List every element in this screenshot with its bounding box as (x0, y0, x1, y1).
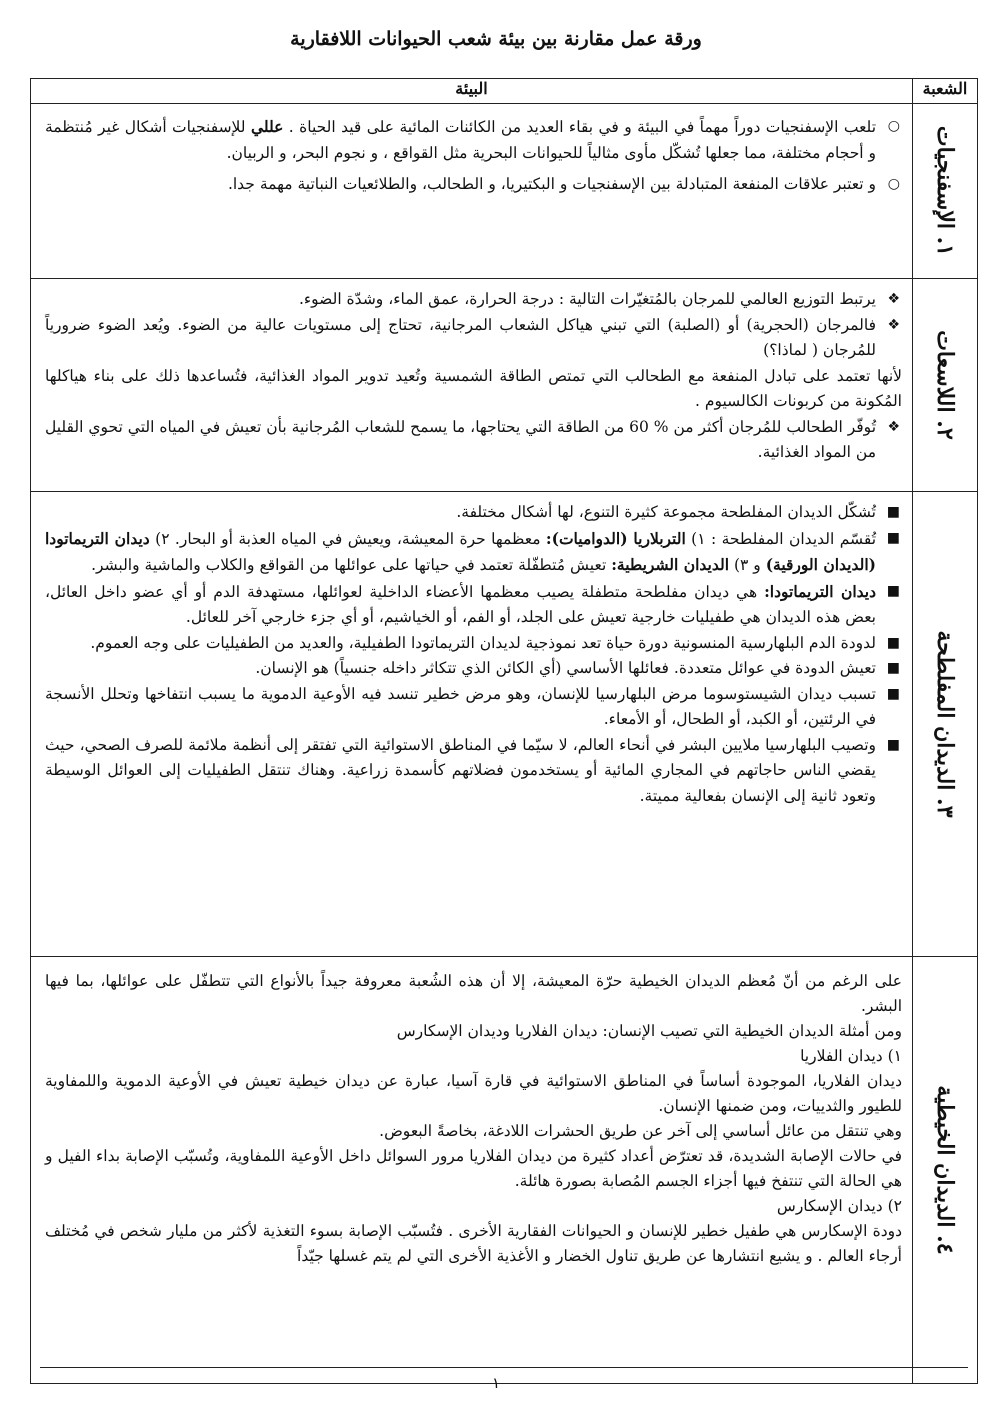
item-bold-text: التربلاريا (الدواميات): (545, 528, 686, 548)
phylum-label-flatworms: ٣. الديدان المفلطحة (932, 630, 958, 818)
table-header-row (31, 79, 978, 104)
item-text: تُقسّم الديدان المفلطحة : ١) (685, 529, 877, 548)
text-line: دودة الإسكارس هي طفيل خطير للإنسان و الحيوانات الفقارية الأخرى . فتُسبّب الإصابة بسوء التغذية لأكثر من مليار شخص في مُختلف أرجاء العالم . و يشيع انتشارها عن طريق تناول الخضار و الأغذية الأخرى التي لم يتم غسلها جيّداً (45, 1222, 902, 1265)
phylum-cell (913, 279, 978, 492)
environment-cell (31, 492, 913, 957)
header-phylum: الشعبة (913, 79, 978, 104)
item-text: و تعتبر علاقات المنفعة المتبادلة بين الإسفنجيات و البكتيريا، و الطحالب، والطلائعيات النباتية مهمة جدا. (227, 175, 876, 193)
table-row (31, 492, 978, 957)
footer-divider (40, 1367, 968, 1368)
list-item (45, 415, 902, 466)
subheading: ١) ديدان الفلاريا (800, 1047, 902, 1065)
item-bold-text: الديدان الشريطية: (611, 555, 730, 574)
item-text: تلعب الإسفنجيات دوراً مهماً في البيئة و في بقاء العديد من الكائنات المائية على قيد الحياة . (283, 118, 877, 136)
list-item (45, 682, 902, 733)
list-item (45, 172, 902, 198)
hollow-circle-bullet-icon: ○ (887, 176, 900, 192)
phylum-label-sponges: ١. الإسفنجيات (932, 125, 958, 257)
list-item (45, 656, 902, 682)
item-list (45, 415, 902, 466)
header-environment: البيئة (31, 79, 913, 104)
list-item (45, 733, 902, 810)
item-bold-text: ديدان التريماتودا: (764, 581, 876, 601)
phylum-cell (913, 957, 978, 1384)
item-text: و ٣) (729, 556, 766, 574)
text-line: وهي تنتقل من عائل أساسي إلى آخر عن طريق الحشرات اللادغة، بخاصةً البعوض. (379, 1122, 902, 1140)
subheading: ٢) ديدان الإسكارس (776, 1197, 902, 1215)
item-list (45, 500, 902, 809)
table-row (31, 279, 978, 492)
text-line: ديدان الفلاريا، الموجودة أساساً في المناطق الاستوائية في قارة آسيا، عبارة عن ديدان خيطية تعيش في الأوعية الدموية واللمفاوية للطيور والثدييات، ومن ضمنها الإنسان. (45, 1072, 902, 1115)
square-bullet-icon: ■ (886, 582, 900, 599)
item-text: وتصيب البلهارسيا ملايين البشر في أنحاء العالم، لا سيّما في المناطق الاستوائية التي تفتقر إلى أنظمة ملائمة للصرف الصحي، حيث يقضي الناس حاجاتهم في المجاري المائية أو يستخدمون فضلاتهم كأسمدة زراعية. وهناك تنتقل الطفيليات إلى العوائل الوسيطة وتعود ثانية إلى الإنسان بفعالية مميتة. (45, 735, 876, 805)
phylum-cell (913, 104, 978, 279)
diamond-bullet-icon: ❖ (887, 291, 900, 307)
comparison-table (30, 78, 978, 1384)
list-item (45, 287, 902, 313)
item-text: تعيش الدودة في عوائل متعددة. فعائلها الأساسي (أي الكائن الذي تتكاثر داخله جنسياً) هو الإنسان. (255, 659, 876, 677)
text-line: على الرغم من أنّ مُعظم الديدان الخيطية حرّة المعيشة، إلا أن هذه الشُعبة معروفة جيداً بالأنواع التي تتطفّل على عوائلها، بما فيها البشر. (45, 972, 902, 1015)
item-text: تسبب ديدان الشيستوسوما مرض البلهارسيا للإنسان، وهو مرض خطير تنسد فيه الأوعية الدموية ما يسبب انتفاخها وتحلل الأنسجة في الرئتين، أو الكبد، أو الطحال، أو الأمعاء. (45, 684, 876, 728)
environment-cell (31, 279, 913, 492)
environment-cell (31, 104, 913, 279)
item-bold-text: عللي (250, 117, 284, 136)
list-item (45, 579, 902, 631)
item-text: للإسفنجيات أشكال غير مُنتظمة و أحجام مختلفة، مما جعلها تُشكّل مأوى مثالياً للحيوانات البحرية مثل القواقع ، و نجوم البحر، و الربيان. (45, 118, 876, 162)
list-item (45, 526, 902, 579)
item-text: لدودة الدم البلهارسية المنسونية دورة حياة تعد نموذجية لديدان التريماتودا الطفيلية، والعديد من الطفيليات على وجه العموم. (90, 633, 876, 652)
answer-paragraph: لأنها تعتمد على تبادل المنفعة مع الطحالب التي تمتص الطاقة الشمسية وتُعيد تدوير المواد الغذائية، فتُساعدها ذلك على بناء هياكلها المُكونة من كربونات الكالسيوم . (45, 366, 902, 410)
item-text: تُشكّل الديدان المفلطحة مجموعة كثيرة التنوع، لها أشكال مختلفة. (456, 503, 876, 521)
hollow-circle-bullet-icon: ○ (887, 118, 900, 134)
item-bold-text: ديدان التريماتودا (الديدان الورقية) (45, 528, 876, 574)
item-text: يرتبط التوزيع العالمي للمرجان بالمُتغيّرات التالية : درجة الحرارة، عمق الماء، وشدّة الضوء. (298, 290, 876, 308)
table-row (31, 104, 978, 279)
page-number: ١ (491, 1374, 501, 1392)
page-title: ورقة عمل مقارنة بين بيئة شعب الحيوانات اللافقارية (290, 28, 702, 50)
phylum-label-cnidarians: ٢. اللاسعات (932, 330, 958, 440)
square-bullet-icon: ■ (886, 685, 900, 702)
phylum-cell (913, 492, 978, 957)
list-item (45, 114, 902, 166)
item-list (45, 114, 902, 198)
square-bullet-icon: ■ (886, 736, 900, 753)
item-text: معظمها حرة المعيشة، ويعيش في المياه العذبة أو البحار. ٢) (149, 529, 546, 548)
item-list (45, 287, 902, 364)
list-item (45, 313, 902, 364)
square-bullet-icon: ■ (886, 634, 900, 651)
text-line: في حالات الإصابة الشديدة، قد تعترّض أعداد كثيرة من ديدان الفلاريا مرور السوائل داخل الأوعية اللمفاوية، وتُسبّب الإصابة بداء الفيل و هي الحالة التي تنتفخ فيها أجزاء الجسم المُصابة بصورة هائلة. (45, 1147, 902, 1190)
square-bullet-icon: ■ (886, 660, 900, 676)
square-bullet-icon: ■ (886, 504, 900, 520)
diamond-bullet-icon: ❖ (887, 418, 900, 435)
text-line: ومن أمثلة الديدان الخيطية التي تصيب الإنسان: ديدان الفلاريا وديدان الإسكارس (396, 1022, 902, 1040)
list-item (45, 631, 902, 657)
square-bullet-icon: ■ (886, 529, 900, 546)
list-item (45, 500, 902, 526)
phylum-label-roundworms: ٤. الديدان الخيطية (932, 1085, 958, 1255)
diamond-bullet-icon: ❖ (887, 316, 900, 333)
item-text: هي ديدان مفلطحة متطفلة يصيب معظمها الأعضاء الداخلية لعوائلها، مستهدفة الدم أو أي عضو داخل العائل، بعض هذه الديدان هي طفيليات خارجية تعيش على الجلد، أو الفم، أو الخياشيم، أو أي جزء خارجي آخر للعائل. (45, 582, 876, 626)
environment-cell (31, 957, 913, 1384)
table-row (31, 957, 978, 1384)
item-text: فالمرجان (الحجرية) أو (الصلبة) التي تبني هياكل الشعاب المرجانية، تحتاج إلى مستويات عالية من الضوء. ويُعد الضوء ضرورياً للمُرجان ( لماذا؟) (45, 315, 876, 359)
item-text: تعيش مُتطفّلة تعتمد في حياتها على عوائلها من القواقع والكلاب والماشية والبشر. (91, 556, 612, 574)
item-text: تُوفّر الطحالب للمُرجان أكثر من % 60 من الطاقة التي يحتاجها، ما يسمح للشعاب المُرجانية بأن تعيش في المياه التي تحوي القليل من المواد الغذائية. (45, 417, 877, 461)
